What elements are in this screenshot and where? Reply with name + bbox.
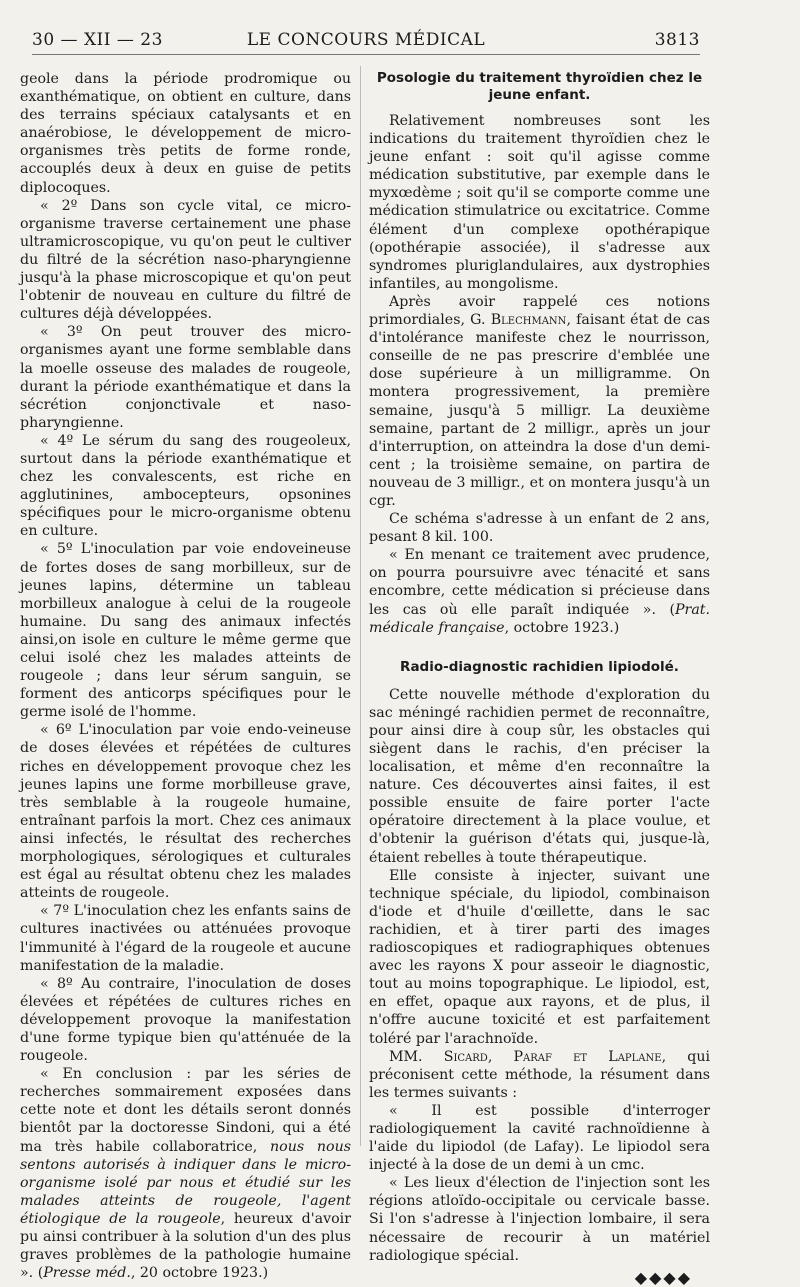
source-title: Presse méd.: [43, 1265, 131, 1282]
paragraph: [369, 293, 710, 510]
text: , octobre 1923.): [504, 619, 620, 636]
author-name: Blechmann: [490, 312, 567, 329]
text: « En menant ce traitement avec prudence, on pourra poursuivre avec ténacité et sans encombre, cette médication si précieuse dans les cas où elle paraît indiquée ». (: [369, 547, 710, 618]
paragraph: « 3º On peut trouver des micro-organismes ayant une forme semblable dans la moelle osseuse des malades de rougeole, durant la période exanthématique et dans la sécrétion conjonctivale et naso-pharyngienne.: [20, 324, 351, 431]
paragraph: « Les lieux d'élection de l'injection sont les régions atloïdo-occipitale ou cervicale basse. Si l'on s'adresse à l'injection lombaire, il sera nécessaire de recourir à un matériel radiologique spécial.: [369, 1175, 710, 1264]
text: « En conclusion : par les séries de recherches sommairement exposées dans cette note et dont les détails seront donnés bientôt par la doctoresse Sindoni, qui a été ma très habile collaboratrice,: [20, 1066, 351, 1155]
text: , faisant état de cas d'intolérance manifeste chez le nourrisson, conseille de ne pas prescrire d'emblée une dose supérieure à un milligramme. On montera progressivement, la première semaine, jusqu'à 5 milligr. La deuxième semaine, partant de 2 milligr., après un jour d'interruption, on atteindra la dose d'un demi-cent ; la troisième semaine, on partira de nouveau de 3 milligr., et on montera jusqu'à un cgr.: [369, 312, 711, 509]
page-number: 3813: [654, 30, 700, 50]
text: , 20 octobre 1923.): [130, 1265, 269, 1282]
paragraph-conclusion: [20, 1065, 351, 1282]
paragraph: Relativement nombreuses sont les indications du traitement thyroïdien chez le jeune enfant : soit qu'il agisse comme médication substitutive, par exemple dans le myxœdème ; soit qu'il se comporte comme une médication stimulatrice ou excitatrice. Comme élément d'un complexe opothérapique (opothérapie associée), il s'adresse aux syndromes pluriglandulaires, aux dystrophies infantiles, au mongolisme.: [369, 113, 710, 292]
text: , heureux d'avoir pu ainsi contribuer à la solution d'un des plus graves problèmes de la pathologie humaine ». (: [20, 1210, 351, 1282]
journal-title: LE CONCOURS MÉDICAL: [246, 30, 486, 50]
paragraph: « 7º L'inoculation chez les enfants sains de cultures inactivées ou atténuées provoque l'immunité à l'égard de la rougeole et aucune manifestation de la maladie.: [20, 903, 351, 974]
paragraph: « 6º L'inoculation par voie endo-veineuse de doses élevées et répétées de cultures riches en développement provoque chez les jeunes lapins une forme morbilleuse grave, très semblable à la rougeole humaine, entraînant parfois la mort. Chez ces animaux ainsi infectés, le résultat des recherches morphologiques, sérologiques et culturales est égal au résultat obtenu chez les malades atteints de rougeole.: [20, 722, 351, 902]
author-names: Sicard, Paraf et Laplane: [443, 1048, 662, 1065]
paragraph: Cette nouvelle méthode d'exploration du sac méningé rachidien permet de reconnaître, pour ainsi dire à coup sûr, les obstacles qui siègent dans le rachis, d'en préciser la localisation, et même d'en reconnaître la nature. Ces découvertes ainsi faites, il est possible ensuite de faire porter l'acte opératoire directement à la place voulue, et d'obtenir la guérison d'états qui, jusque-là, étaient rebelles à toute thérapeutique.: [369, 686, 710, 866]
running-header: [32, 28, 700, 55]
text: Après avoir rappelé ces notions primordiales, G.: [369, 293, 710, 329]
paragraph: « Il est possible d'interroger radiologiquement la cavité rachnoïdienne à l'aide du lipiodol (de Lafay). Le lipiodol sera injecté à la dose de un demi à un cmc.: [369, 1102, 710, 1174]
paragraph: [369, 1048, 710, 1102]
text: MM.: [389, 1048, 444, 1065]
paragraph: geole dans la période prodromique ou exanthématique, on obtient en culture, dans des terrains spéciaux catalysants et en anaérobiose, le développement de micro-organismes très petits de forme ronde, accouplés deux à deux en guise de petits diplocoques.: [20, 71, 351, 196]
article-title-thyroid: Posologie du traitement thyroïdien chez le jeune enfant.: [376, 70, 703, 103]
column-divider: [360, 66, 361, 1146]
article-title-radio: Radio-diagnostic rachidien lipiodolé.: [400, 658, 679, 675]
left-column: [20, 70, 351, 1282]
paragraph: « 5º L'inoculation par voie endoveineuse de fortes doses de sang morbilleux, sur de jeunes lapins, détermine un tableau morbilleux analogue à celui de la rougeole humaine. Du sang des animaux infectés ainsi,on isole en culture le même germe que celui isolé chez les malades atteints de rougeole ; dans leur sérum sanguin, se forment des anticorps spécifiques pour le germe isolé de l'homme.: [20, 541, 351, 721]
issue-date: 30 — XII — 23: [32, 30, 163, 50]
paragraph: « 8º Au contraire, l'inoculation de doses élevées et répétées de cultures riches en développement provoque la manifestation d'une forme typique bien qu'atténuée de la rougeole.: [20, 975, 351, 1065]
italic-quote: nous nous sentons autorisés à indiquer dans le micro-organisme isolé par nous et étudié sur les malades atteints de rougeole, l'agent étiologique de la rougeole: [20, 1138, 351, 1227]
paragraph: Ce schéma s'adresse à un enfant de 2 ans, pesant 8 kil. 100.: [369, 511, 710, 546]
source-title: Prat. médicale française: [369, 601, 710, 636]
paragraph: [369, 546, 710, 636]
end-ornament: ◆◆◆◆: [634, 1267, 692, 1287]
paragraph: « 4º Le sérum du sang des rougeoleux, surtout dans la période exanthématique et chez les convalescents, est riche en agglutinines, ambocepteurs, opsonines spécifiques pour le micro-organisme obtenu en culture.: [20, 432, 351, 540]
paragraph: Elle consiste à injecter, suivant une technique spéciale, du lipiodol, combinaison d'iode et d'huile d'œillette, dans le sac rachidien, et à tirer parti des images radioscopiques et radiographiques obtenues avec les rayons X pour asseoir le diagnostic, tout au moins topographique. Le lipiodol, est, en effet, opaque aux rayons, et de plus, il n'offre aucune toxicité et est parfaitement toléré par l'arachnoïde.: [369, 867, 710, 1047]
right-column: [369, 70, 710, 1287]
text: , qui préconisent cette méthode, la résument dans les termes suivants :: [369, 1048, 710, 1101]
paragraph: « 2º Dans son cycle vital, ce micro-organisme traverse certainement une phase ultramicroscopique, vu qu'on peut le cultiver du filtré de la sécrétion naso-pharyngienne jusqu'à la phase microscopique et qu'on peut l'obtenir de nouveau en culture du filtré de cultures déjà développées.: [20, 197, 351, 323]
